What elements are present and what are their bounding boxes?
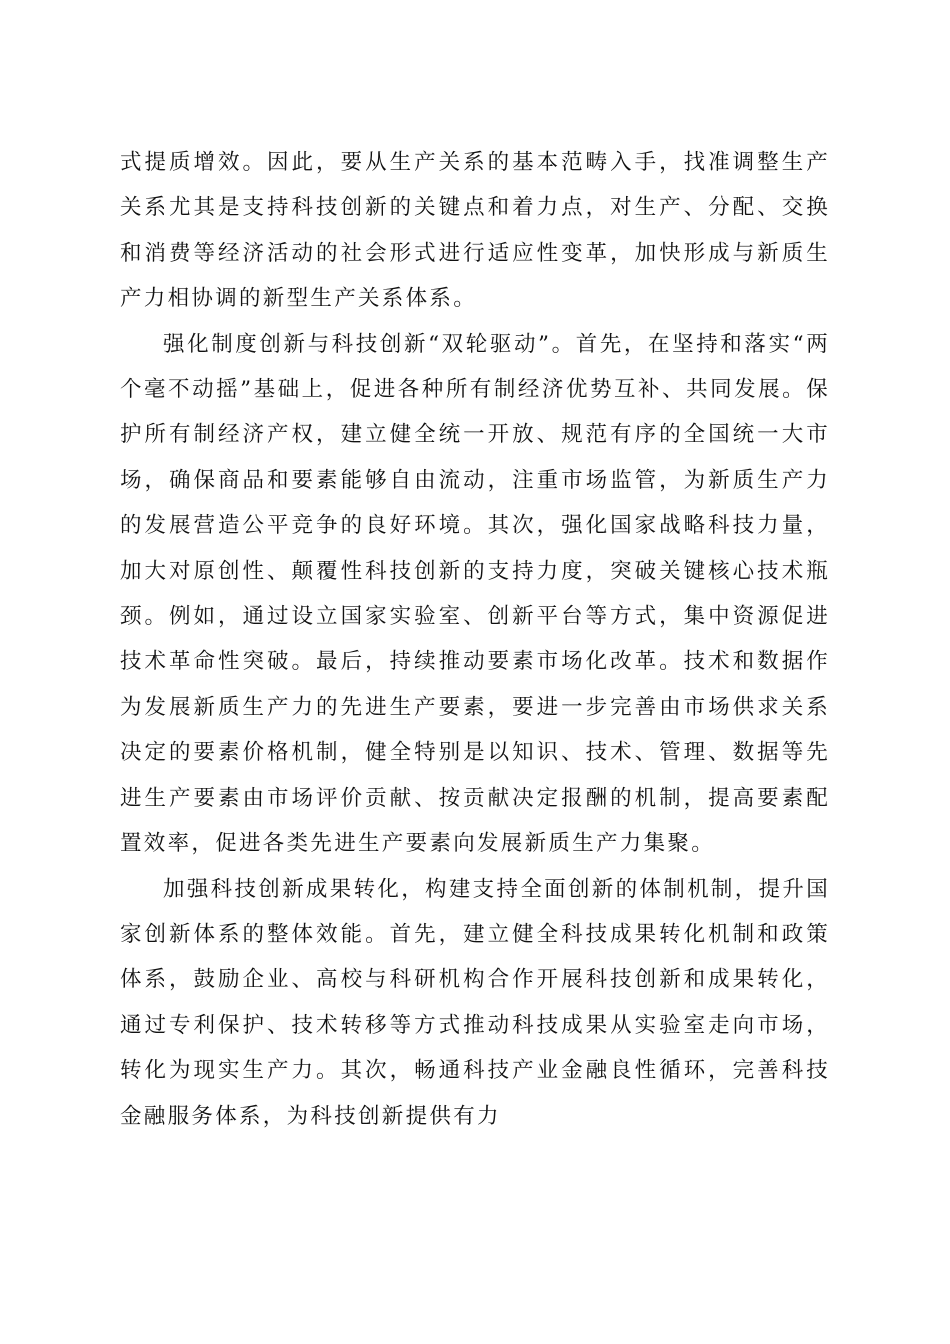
document-body [120, 140, 830, 1139]
paragraph-dual-drive: 强化制度创新与科技创新“双轮驱动”。首先，在坚持和落实“两个毫不动摇”基础上，促进各种所有制经济优势互补、共同发展。保护所有制经济产权，建立健全统一开放、规范有序的全国统一大市场，确保商品和要素能够自由流动，注重市场监管，为新质生产力的发展营造公平竞争的良好环境。其次，强化国家战略科技力量，加大对原创性、颠覆性科技创新的支持力度，突破关键核心技术瓶颈。例如，通过设立国家实验室、创新平台等方式，集中资源促进技术革命性突破。最后，持续推动要素市场化改革。技术和数据作为发展新质生产力的先进生产要素，要进一步完善由市场供求关系决定的要素价格机制，健全特别是以知识、技术、管理、数据等先进生产要素由市场评价贡献、按贡献决定报酬的机制，提高要素配置效率，促进各类先进生产要素向发展新质生产力集聚。 [120, 331, 830, 857]
paragraph-tech-transfer: 加强科技创新成果转化，构建支持全面创新的体制机制，提升国家创新体系的整体效能。首先，建立健全科技成果转化机制和政策体系，鼓励企业、高校与科研机构合作开展科技创新和成果转化，通过专利保护、技术转移等方式推动科技成果从实验室走向市场，转化为现实生产力。其次，畅通科技产业金融良性循环，完善科技金融服务体系，为科技创新提供有力 [120, 876, 830, 1129]
paragraph-continuation: 式提质增效。因此，要从生产关系的基本范畴入手，找准调整生产关系尤其是支持科技创新的关键点和着力点，对生产、分配、交换和消费等经济活动的社会形式进行适应性变革，加快形成与新质生产力相协调的新型生产关系体系。 [120, 150, 830, 312]
